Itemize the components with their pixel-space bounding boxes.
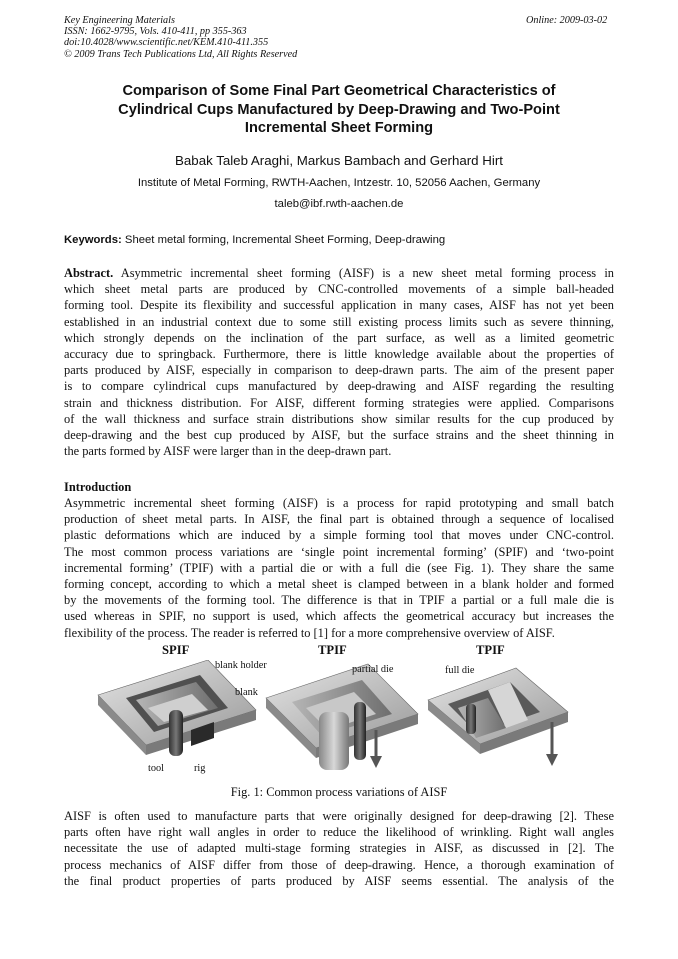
affiliation: Institute of Metal Forming, RWTH-Aachen, Intzestr. 10, 52056 Aachen, Germany (137, 177, 541, 189)
journal-header (64, 15, 297, 60)
abstract-line: the parts formed by AISF were larger than in the deep-drawn part. (64, 444, 392, 459)
abstract-line: deep-drawing and the best cup produced by AISF, but the surface strains and the sheet thinning in (64, 427, 614, 442)
copyright: © 2009 Trans Tech Publications Ltd, All Rights Reserved (64, 48, 298, 60)
paper-title (60, 82, 618, 138)
section-title-introduction: Introduction (64, 480, 132, 494)
partial-die-icon (319, 712, 349, 770)
intro-line: flexibility of the process. The reader is referred to [1] for a more comprehensive overview of AISF. (64, 625, 555, 640)
spif-diagram (98, 660, 256, 756)
intro-line: used whereas in SPIF, no support is used, which affects the geometrical accuracy but increases the (64, 609, 614, 624)
title-line: Comparison of Some Final Part Geometrical Characteristics of (122, 83, 556, 99)
label-rig: rig (194, 763, 206, 774)
figure-caption: Fig. 1: Common process variations of AISF (230, 785, 448, 799)
label-blank: blank (235, 687, 258, 698)
abstract-line: Abstract. Asymmetric incremental sheet forming (AISF) is a new sheet metal forming process in (64, 266, 614, 280)
figure-heading-spif: SPIF (162, 643, 190, 657)
intro-line: plastic deformations which are induced by a simple forming tool that moves under CNC-control. (64, 528, 614, 543)
email: taleb@ibf.rwth-aachen.de (274, 198, 404, 210)
keywords-text: Sheet metal forming, Incremental Sheet Forming, Deep-drawing (124, 234, 446, 246)
abstract-line: parts produced by AISF, especially in comparison to deep-drawn parts. The aim of the present paper (64, 363, 614, 378)
body-line: AISF is often used to manufacture parts that were originally designed for deep-drawing [2]. These (64, 809, 614, 823)
abstract-label: Abstract. (64, 266, 114, 280)
keywords (64, 234, 445, 246)
abstract-line: accuracy due to springback. Furthermore, there is little knowledge available about the properties of (64, 346, 614, 361)
journal-name: Key Engineering Materials (64, 15, 175, 26)
down-arrow-icon (370, 756, 382, 768)
intro-line: Asymmetric incremental sheet forming (AISF) is a process for rapid prototyping and small batch (64, 496, 614, 510)
figure-heading-tpif-partial: TPIF (318, 643, 347, 657)
issn: ISSN: 1662-9795, Vols. 410-411, pp 355-363 (64, 26, 247, 38)
figure-1-illustration (96, 660, 570, 778)
label-tool: tool (148, 763, 165, 774)
authors: Babak Taleb Araghi, Markus Bambach and Gerhard Hirt (175, 153, 503, 168)
abstract-line: forming tool. Despite its flexibility and successful application in many cases, AISF has not yet been (64, 298, 614, 313)
label-partial-die: partial die (352, 664, 394, 675)
body-line: parts often have right wall angles in order to reduce the likelihood of wrinkling. Right wall angles (64, 825, 614, 840)
abstract-line: strain and thickness distribution. For AISF, different forming strategies were applied. Comparisons (64, 395, 614, 410)
intro-line: production of sheet metal parts. In AISF, the final part is obtained through a sequence of localised (64, 512, 614, 527)
introduction-body (64, 495, 614, 641)
doi: doi:10.4028/www.scientific.net/KEM.410-411.355 (64, 37, 269, 49)
intro-line: incremental forming’ (TPIF) with a partial die or with a full die (see Fig. 1). They share the same (64, 560, 614, 575)
tool-icon (466, 704, 476, 734)
tool-icon (169, 710, 183, 756)
body-line: process mechanics of AISF differ from those of deep-drawing. Hence, a thorough examination of (64, 857, 614, 872)
abstract-line: is to compare cylindrical cups manufactured by deep-drawing and AISF regarding the resulting (64, 379, 614, 394)
keywords-label: Keywords: (64, 234, 122, 246)
body-line: necessitate the use of adapted multi-stage forming strategies in AISF, as discussed in [2]. The (64, 841, 614, 856)
figure-heading-tpif-full: TPIF (476, 643, 505, 657)
title-line: Cylindrical Cups Manufactured by Deep-Drawing and Two-Point (118, 101, 560, 118)
intro-line: by the movements of the forming tool. The difference is that in TPIF a partial or a full male die is (64, 593, 614, 608)
abstract-line: which sheet metal parts are produced by CNC-controlled movements of a simple ball-headed (64, 282, 614, 297)
label-blank-holder: blank holder (215, 660, 267, 671)
abstract-line: of the wall thickness and surface strain distributions show similar results for the cup produced by (64, 411, 614, 426)
body-line: the final product properties of parts produced by AISF seems essential. The analysis of the (64, 873, 614, 888)
title-line: Incremental Sheet Forming (244, 120, 434, 136)
intro-line: The most common process variations are ‘single point incremental forming’ (SPIF) and ‘two-point (64, 544, 614, 559)
down-arrow-icon (546, 754, 558, 766)
abstract-line: which strongly depends on the inclination of the part surface, as well as a limited geometric (64, 330, 614, 345)
tpif-full-die-diagram (428, 668, 568, 766)
intro-line: forming concept, according to which a metal sheet is clamped between in a blank holder and formed (64, 576, 614, 591)
body-after-figure (64, 808, 614, 889)
label-full-die: full die (445, 665, 475, 676)
tool-icon (354, 702, 366, 760)
online-date: Online: 2009-03-02 (526, 15, 608, 26)
abstract-line: established in an industrial context due to some still existing process limits such as severe thinning, (64, 314, 614, 329)
abstract (64, 265, 614, 459)
tpif-partial-die-diagram (266, 664, 418, 770)
